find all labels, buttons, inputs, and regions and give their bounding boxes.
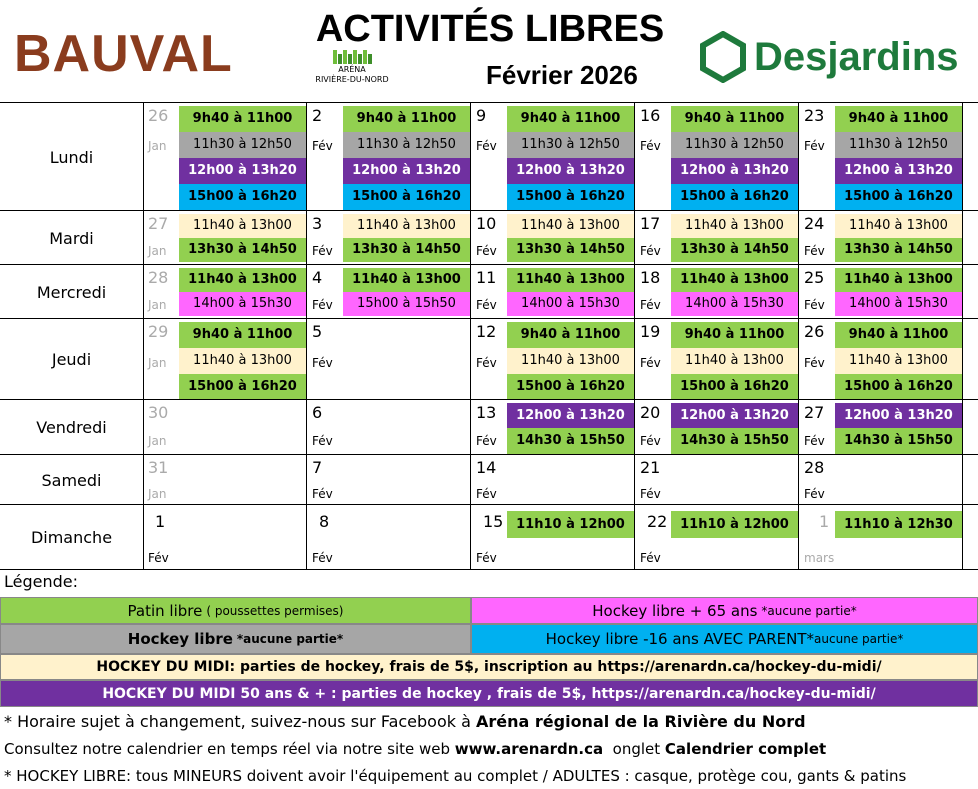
day-number: 6 [312,403,323,422]
desjardins-label: Desjardins [754,34,959,79]
note-line-1 [4,712,806,732]
calendar-row [0,102,978,211]
day-month: Fév [804,139,825,153]
day-of-week-label: Samedi [0,455,144,505]
time-slot: 11h40 à 13h00 [671,268,798,292]
arena-logo-line1: ARÉNA [338,65,366,74]
time-slot: 14h30 à 15h50 [671,428,798,454]
time-slot: 15h00 à 16h20 [179,374,306,399]
time-slot: 12h00 à 13h20 [343,158,470,184]
day-month: Fév [476,244,497,258]
page-subtitle: Février 2026 [486,60,638,90]
legend-title: Légende: [4,572,79,591]
time-slot: 11h40 à 13h00 [835,214,962,238]
day-month: Fév [312,356,333,370]
time-slot: 13h30 à 14h50 [343,238,470,262]
day-month: Fév [312,139,333,153]
day-month: Fév [640,551,661,565]
time-slot: 11h10 à 12h00 [507,511,634,538]
calendar-day-cell [143,505,307,570]
day-number: 8 [319,512,330,531]
time-slot: 14h30 à 15h50 [507,428,634,454]
time-slot: 12h00 à 13h20 [671,403,798,428]
time-slot: 9h40 à 11h00 [507,322,634,348]
time-slot: 14h00 à 15h30 [179,292,306,316]
note-line-2-text: Consultez notre calendrier en temps réel via notre site web [4,740,455,758]
time-slot: 15h00 à 16h20 [507,184,634,210]
day-number: 1 [155,512,166,531]
day-number: 28 [804,458,825,477]
day-number: 1 [819,512,830,531]
day-number: 9 [476,106,487,125]
calendar-day-cell [635,103,799,211]
calendar-day-cell [307,505,471,570]
calendar-row [0,318,978,400]
time-slot: 11h40 à 13h00 [179,348,306,374]
day-of-week-label: Dimanche [0,505,144,570]
day-number: 18 [640,268,661,287]
day-month: Jan [148,434,167,448]
calendar-day-cell [471,211,635,265]
calendar-day-cell [799,103,963,211]
time-slot: 11h40 à 13h00 [507,268,634,292]
day-number: 26 [148,106,169,125]
day-number: 29 [148,322,169,341]
time-slot: 14h30 à 15h50 [835,428,962,454]
day-month: Fév [476,434,497,448]
calendar-day-cell [471,319,635,400]
note-line-3 [4,766,906,786]
time-slot: 11h40 à 13h00 [343,214,470,238]
legend-hockey-libre [0,624,471,654]
calendar-day-cell [307,400,471,455]
calendar-day-cell [307,319,471,400]
day-number: 10 [476,214,497,233]
day-number: 4 [312,268,323,287]
calendar-day-cell [799,505,963,570]
day-number: 5 [312,322,323,341]
day-month: Fév [312,244,333,258]
legend-patin-libre-note: ( poussettes permises) [206,603,344,618]
day-month: Fév [312,487,333,501]
time-slot: 11h10 à 12h30 [835,511,962,538]
calendar-day-cell [471,400,635,455]
legend-patin-libre-label: Patin libre [127,601,203,620]
calendar-day-cell [471,265,635,319]
legend-hockey-midi-50 [0,680,978,707]
day-number: 15 [483,512,504,531]
day-month: Jan [148,298,167,312]
note-line-2 [4,739,826,759]
time-slot: 12h00 à 13h20 [835,403,962,428]
time-slot: 15h00 à 16h20 [671,374,798,399]
day-number: 23 [804,106,825,125]
day-month: Fév [640,244,661,258]
time-slot: 11h30 à 12h50 [179,132,306,158]
day-month: Fév [804,487,825,501]
time-slot: 15h00 à 16h20 [343,184,470,210]
calendar-row [0,454,978,505]
day-number: 16 [640,106,661,125]
note-line-1-text: * Horaire sujet à changement, suivez-nous sur Facebook à [4,712,476,731]
desjardins-logo [700,22,959,92]
header [0,0,978,102]
legend-hockey-libre-label: Hockey libre [127,630,233,648]
time-slot: 9h40 à 11h00 [507,106,634,132]
time-slot: 11h30 à 12h50 [343,132,470,158]
time-slot: 9h40 à 11h00 [179,106,306,132]
time-slot: 9h40 à 11h00 [179,322,306,348]
calendar-day-cell [635,319,799,400]
calendar-day-cell [143,319,307,400]
legend-hockey-16-label: Hockey libre -16 ans AVEC PARENT* [545,630,815,648]
day-month: Fév [476,298,497,312]
time-slot: 14h00 à 15h30 [671,292,798,316]
time-slot: 15h00 à 16h20 [507,374,634,399]
day-number: 28 [148,268,169,287]
time-slot: 11h40 à 13h00 [179,214,306,238]
calendar-day-cell [143,265,307,319]
time-slot: 12h00 à 13h20 [835,158,962,184]
day-of-week-label: Lundi [0,103,144,211]
arena-logo [312,50,392,85]
time-slot: 9h40 à 11h00 [343,106,470,132]
arena-logo-icon [312,50,392,64]
legend-hockey-65-label: Hockey libre + 65 ans [592,601,758,620]
time-slot: 15h00 à 16h20 [835,184,962,210]
time-slot: 11h40 à 13h00 [507,348,634,374]
day-month: Fév [312,551,333,565]
time-slot: 13h30 à 14h50 [507,238,634,262]
calendar-row [0,210,978,265]
day-month: Fév [640,139,661,153]
day-number: 27 [804,403,825,422]
time-slot: 14h00 à 15h30 [507,292,634,316]
day-month: Fév [640,298,661,312]
day-month: Fév [476,487,497,501]
day-month: Fév [640,434,661,448]
calendar-day-cell [799,455,963,505]
calendar-day-cell [307,103,471,211]
day-number: 11 [476,268,497,287]
time-slot: 13h30 à 14h50 [179,238,306,262]
time-slot: 9h40 à 11h00 [671,106,798,132]
day-month: Jan [148,244,167,258]
day-month: Fév [804,356,825,370]
time-slot: 15h00 à 16h20 [835,374,962,399]
day-number: 24 [804,214,825,233]
day-number: 12 [476,322,497,341]
time-slot: 11h30 à 12h50 [671,132,798,158]
day-number: 26 [804,322,825,341]
calendar-day-cell [143,103,307,211]
time-slot: 11h40 à 13h00 [835,268,962,292]
legend-patin-libre [0,597,471,624]
time-slot: 11h40 à 13h00 [507,214,634,238]
calendar-day-cell [799,265,963,319]
time-slot: 9h40 à 11h00 [835,322,962,348]
arena-logo-line2: RIVIÈRE-DU-NORD [315,75,389,84]
legend-hockey-16-note: aucune partie* [814,632,904,646]
time-slot: 13h30 à 14h50 [835,238,962,262]
calendar-day-cell [635,400,799,455]
time-slot: 11h40 à 13h00 [671,214,798,238]
legend-hockey-libre-note: *aucune partie* [236,632,344,646]
time-slot: 9h40 à 11h00 [671,322,798,348]
day-number: 30 [148,403,169,422]
day-month: Fév [476,139,497,153]
day-number: 20 [640,403,661,422]
note-line-2-website: www.arenardn.ca [454,740,604,758]
day-number: 13 [476,403,497,422]
day-month: Fév [640,487,661,501]
day-month: Jan [148,139,167,153]
calendar-day-cell [471,505,635,570]
calendar-day-cell [799,400,963,455]
page-title: ACTIVITÉS LIBRES [315,8,665,50]
note-line-2-calendar: Calendrier complet [664,740,827,758]
day-month: Fév [312,434,333,448]
legend-hockey-65-note: *aucune partie* [761,603,857,618]
calendar-row [0,264,978,319]
day-number: 14 [476,458,497,477]
day-number: 17 [640,214,661,233]
calendar-row [0,504,978,570]
calendar-row [0,399,978,455]
calendar-day-cell [799,319,963,400]
time-slot: 11h30 à 12h50 [835,132,962,158]
day-number: 22 [647,512,668,531]
day-month: Fév [148,551,169,565]
note-line-1-facebook: Aréna régional de la Rivière du Nord [476,712,806,731]
day-number: 21 [640,458,661,477]
calendar-day-cell [799,211,963,265]
calendar-day-cell [471,455,635,505]
time-slot: 11h40 à 13h00 [671,348,798,374]
calendar-day-cell [307,265,471,319]
day-of-week-label: Mardi [0,211,144,265]
time-slot: 14h00 à 15h30 [835,292,962,316]
calendar-day-cell [635,505,799,570]
calendar-day-cell [307,455,471,505]
time-slot: 11h40 à 13h00 [343,268,470,292]
day-number: 2 [312,106,323,125]
time-slot: 11h10 à 12h00 [671,511,798,538]
time-slot: 11h40 à 13h00 [835,348,962,374]
legend-hockey-65 [471,597,978,624]
legend-hockey-midi-50-label: HOCKEY DU MIDI 50 ans & + : parties de hockey , frais de 5$, https://arenardn.ca/hockey-du-midi/ [102,685,876,702]
day-number: 7 [312,458,323,477]
calendar-day-cell [635,211,799,265]
day-month: Fév [476,551,497,565]
day-month: mars [804,551,835,565]
day-month: Fév [804,244,825,258]
time-slot: 12h00 à 13h20 [179,158,306,184]
time-slot: 15h00 à 16h20 [179,184,306,210]
day-month: Fév [312,298,333,312]
note-line-3-text: * HOCKEY LIBRE: tous MINEURS doivent avoir l'équipement au complet / ADULTES : casque, protège cou, gants & patins [4,767,907,785]
time-slot: 13h30 à 14h50 [671,238,798,262]
calendar-day-cell [143,400,307,455]
day-month: Fév [476,356,497,370]
time-slot: 15h00 à 16h20 [671,184,798,210]
day-month: Jan [148,356,167,370]
time-slot: 12h00 à 13h20 [671,158,798,184]
time-slot: 12h00 à 13h20 [507,403,634,428]
legend-hockey-midi-label: HOCKEY DU MIDI: parties de hockey, frais de 5$, inscription au https://arenardn.ca/hockey-du-midi/ [96,659,882,675]
calendar-bottom-border [0,569,978,570]
legend-hockey-midi [0,654,978,680]
day-month: Fév [804,298,825,312]
time-slot: 12h00 à 13h20 [507,158,634,184]
time-slot: 15h00 à 15h50 [343,292,470,316]
day-month: Jan [148,487,167,501]
hexagon-icon [700,31,746,83]
calendar-day-cell [635,455,799,505]
time-slot: 9h40 à 11h00 [835,106,962,132]
day-number: 3 [312,214,323,233]
bauval-logo: BAUVAL [14,25,233,83]
day-month: Fév [640,356,661,370]
calendar-day-cell [143,455,307,505]
calendar-day-cell [471,103,635,211]
day-month: Fév [804,434,825,448]
calendar-day-cell [143,211,307,265]
day-of-week-label: Vendredi [0,400,144,455]
day-of-week-label: Mercredi [0,265,144,319]
calendar-day-cell [307,211,471,265]
day-number: 19 [640,322,661,341]
time-slot: 11h40 à 13h00 [179,268,306,292]
day-of-week-label: Jeudi [0,319,144,400]
legend-hockey-16 [471,624,978,654]
note-line-2-text-2: onglet [603,740,665,758]
day-number: 25 [804,268,825,287]
calendar-day-cell [635,265,799,319]
day-number: 31 [148,458,169,477]
time-slot: 11h30 à 12h50 [507,132,634,158]
day-number: 27 [148,214,169,233]
